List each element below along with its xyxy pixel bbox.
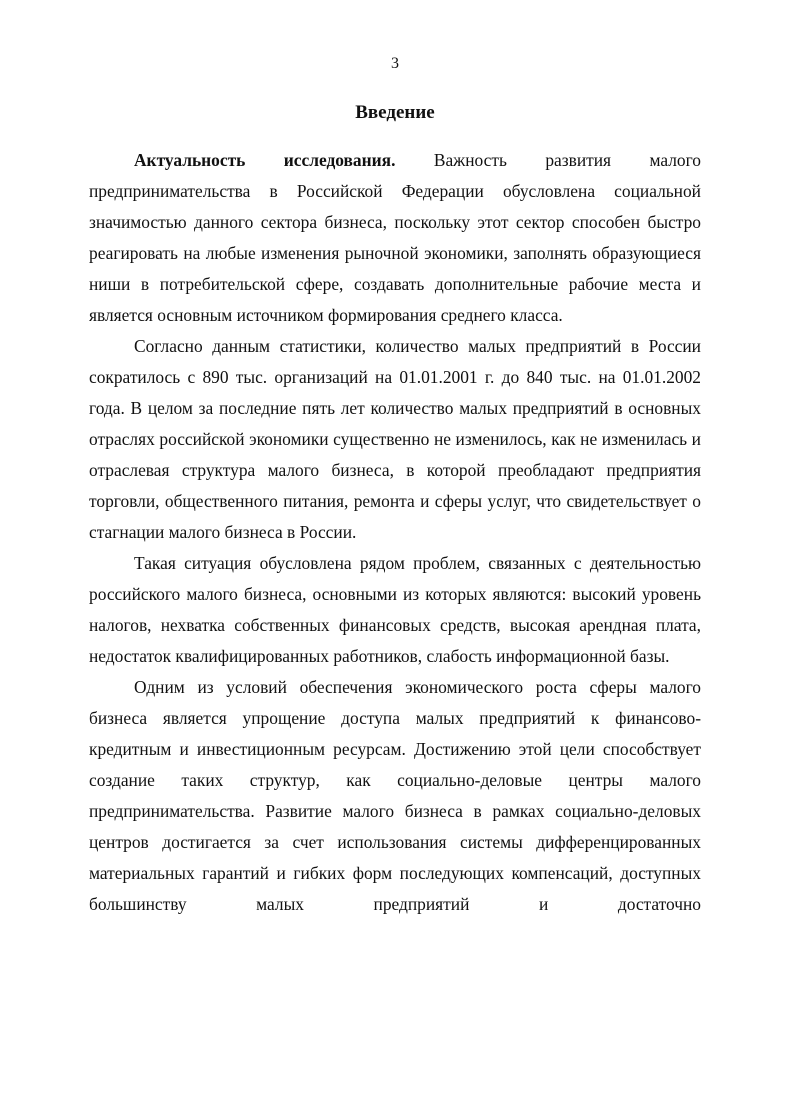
page-number: 3 — [391, 55, 399, 72]
body-text — [89, 145, 701, 920]
paragraph-text: Важность развития малого предпринимательства в Российской Федерации обусловлена социальной значимостью данного сектора бизнеса, поскольку этот сектор способен быстро реагировать на любые изменения рыночной экономики, заполнять образующиеся ниши в потребительской сфере, создавать дополнительные рабочие места и является основным источником формирования среднего класса. — [89, 150, 701, 325]
paragraph-problems: Такая ситуация обусловлена рядом проблем, связанных с деятельностью российского малого бизнеса, основными из которых являются: высокий уровень налогов, нехватка собственных финансовых средств, высокая арендная плата, недостаток квалифицированных работников, слабость информационной базы. — [89, 553, 701, 666]
paragraph-statistics: Согласно данным статистики, количество малых предприятий в России сократилось с 890 тыс. организаций на 01.01.2001 г. до 840 тыс. на 01.01.2002 года. В целом за последние пять лет количество малых предприятий в основных отраслях российской экономики существенно не изменилось, как не изменилась и отраслевая структура малого бизнеса, в которой преобладают предприятия торговли, общественного питания, ремонта и сферы услуг, что свидетельствует о стагнации малого бизнеса в России. — [89, 336, 701, 542]
paragraph-lead: Актуальность исследования. — [134, 150, 396, 170]
section-heading: Введение — [355, 102, 435, 123]
paragraph-relevance — [89, 145, 701, 331]
paragraph-conditions: Одним из условий обеспечения экономического роста сферы малого бизнеса является упрощение доступа малых предприятий к финансово-кредитным и инвестиционным ресурсам. Достижению этой цели способствует создание таких структур, как социально-деловые центры малого предпринимательства. Развитие малого бизнеса в рамках социально-деловых центров достигается за счет использования системы дифференцированных материальных гарантий и гибких форм последующих компенсаций, доступных большинству малых предприятий и достаточно — [89, 677, 701, 914]
